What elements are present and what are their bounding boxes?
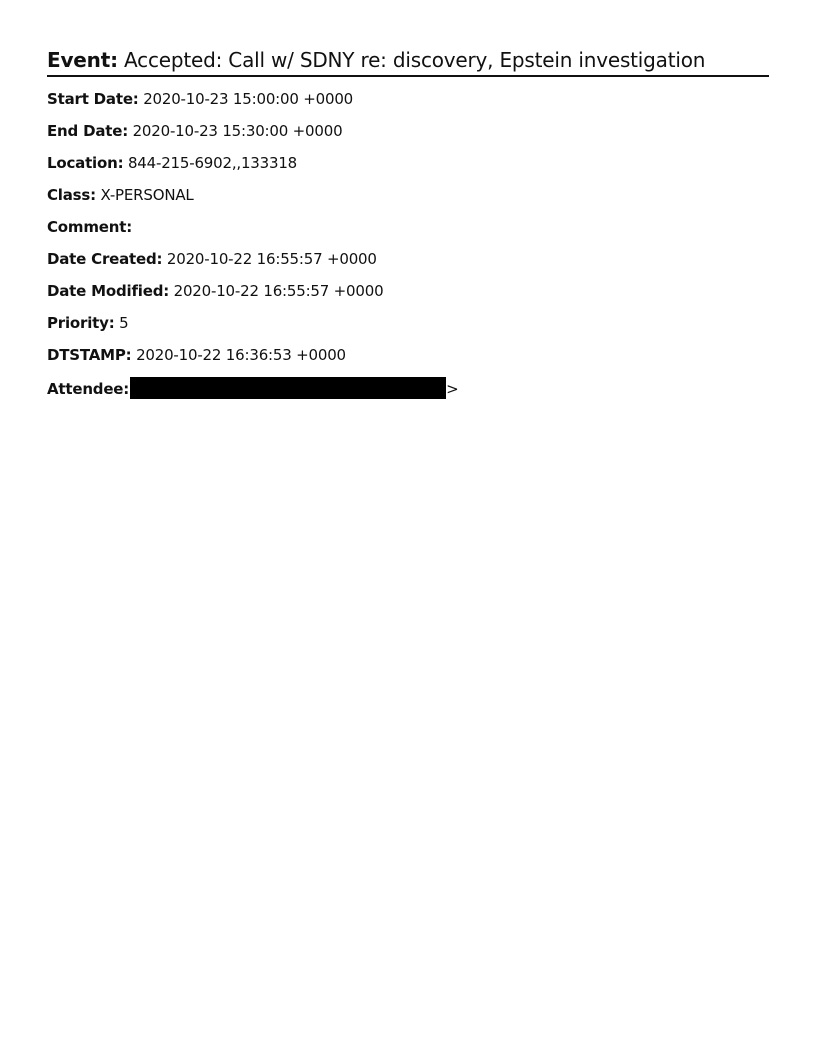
- comment-row: [47, 217, 769, 249]
- end-date-row: [47, 121, 769, 153]
- end-date-label: End Date:: [47, 122, 129, 140]
- dtstamp-label: DTSTAMP:: [47, 346, 132, 364]
- end-date-value: 2020-10-23 15:30:00 +0000: [132, 122, 343, 140]
- event-fields: [47, 89, 769, 409]
- event-value: Accepted: Call w/ SDNY re: discovery, Epstein investigation: [124, 48, 706, 72]
- comment-label: Comment:: [47, 218, 132, 236]
- location-row: [47, 153, 769, 185]
- class-row: [47, 185, 769, 217]
- class-label: Class:: [47, 186, 96, 204]
- date-modified-row: [47, 281, 769, 313]
- date-created-row: [47, 249, 769, 281]
- start-date-label: Start Date:: [47, 90, 139, 108]
- location-label: Location:: [47, 154, 124, 172]
- date-modified-label: Date Modified:: [47, 282, 170, 300]
- event-label: Event:: [47, 48, 118, 72]
- redaction-box: [130, 377, 446, 399]
- attendee-suffix: >: [446, 380, 459, 398]
- start-date-value: 2020-10-23 15:00:00 +0000: [143, 90, 354, 108]
- dtstamp-row: [47, 345, 769, 377]
- class-value: X-PERSONAL: [100, 186, 194, 204]
- date-created-value: 2020-10-22 16:55:57 +0000: [166, 250, 377, 268]
- dtstamp-value: 2020-10-22 16:36:53 +0000: [136, 346, 346, 364]
- priority-value: 5: [119, 314, 129, 332]
- date-modified-value: 2020-10-22 16:55:57 +0000: [173, 282, 384, 300]
- priority-row: [47, 313, 769, 345]
- priority-label: Priority:: [47, 314, 115, 332]
- start-date-row: [47, 89, 769, 121]
- attendee-row: [47, 377, 769, 409]
- location-value: 844-215-6902,,133318: [127, 154, 298, 172]
- attendee-label: Attendee:: [47, 380, 130, 398]
- event-title: [47, 46, 769, 77]
- date-created-label: Date Created:: [47, 250, 163, 268]
- calendar-event-document: [47, 46, 769, 409]
